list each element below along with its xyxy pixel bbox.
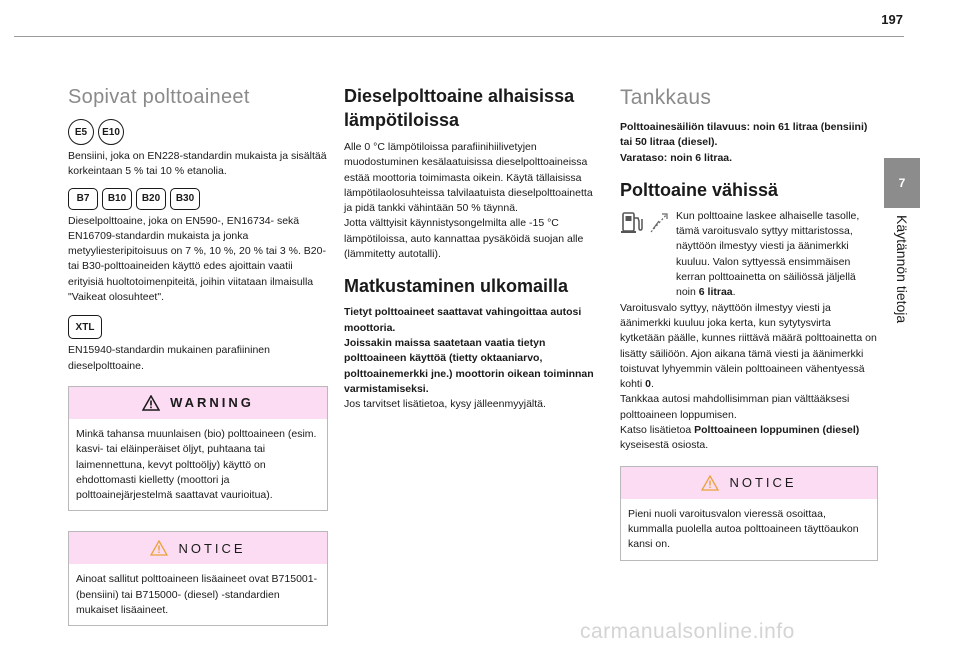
- low-fuel-text: Kun polttoaine laskee alhaiselle tasolle, tämä varoitusvalo syttyy mittaristossa, näyttöön ilmestyy viesti ja äänimerkki kuuluu. Valon syttyessä ensimmäisen kerran polttoainetta on säiliössä jäljellä noin: [676, 209, 860, 299]
- petrol-badges: [68, 119, 328, 145]
- low-fuel-text-4: Katso lisätietoa: [620, 424, 695, 437]
- fuel-badge-b10: B10: [102, 188, 132, 210]
- tank-capacity: Polttoainesäiliön tilavuus: noin 61 litraa (bensiini) tai 50 litraa (diesel).: [620, 121, 868, 149]
- fuel-badge-b7: B7: [68, 188, 98, 210]
- notice-header-2: [621, 467, 877, 499]
- warning-box: [68, 386, 328, 511]
- chapter-title: Käytännön tietoja: [894, 215, 910, 324]
- petrol-text: Bensiini, joka on EN228-standardin mukaista ja sisältää korkeintaan 5 % tai 10 % etanolia.: [68, 150, 327, 178]
- low-fuel-ref-link[interactable]: Polttoaineen loppuminen (diesel): [694, 424, 860, 437]
- notice-triangle-icon: [701, 475, 719, 491]
- notice-text-2: Pieni nuoli varoitusvalon vieressä osoittaa, kummalla puolella autoa polttoaineen täyttöaukon kansi on.: [628, 507, 859, 551]
- low-fuel-text-2: Varoitusvalo syttyy, näyttöön ilmestyy viesti ja äänimerkki kuuluu joka kerta, kun sytytysvirta kytketään päälle, kunnes riittävä määrä polttoainetta on lisätty säiliöön. Ajon aikana tämä viesti ja äänimerkki toistuvat lyhyemmin välein polttoaineen vähentyessä kohti: [620, 301, 877, 391]
- notice-triangle-icon: [150, 540, 168, 556]
- diesel-cold-text: Alle 0 °C lämpötiloissa parafiinihiilivetyjen muodostuminen kesälaatuisissa dieselpolttoaineissa estää moottoria toimimasta oikein. Käytä tällaisissa lämpötilaolosuhteissa talvilaatuista dieselpolttoainetta ja pidä tankki vähintään 50 % täynnä.: [344, 141, 593, 215]
- section-title-refuelling: Tankkaus: [620, 86, 712, 109]
- column-refuelling: Tankkaus Polttoainesäiliön tilavuus: noin 61 litraa (bensiini) tai 50 litraa (diesel). Varataso: noin 6 litraa. Polttoaine vähissä Kun polttoaine laskee alhaiselle tasolle, tämä varoitusvalo syttyy mittaristossa, näyttöön ilmestyy viesti ja äänimerkki kuuluu. Valon syttyessä ensimmäisen kerran polttoainetta on säiliössä jäljellä noin 6 litraa. Varoitusvalo syttyy, näyttöön ilmestyy viesti ja äänimerkki kuuluu joka kerta, kun sytytysvirta kytketään päälle, kunnes riittävä määrä polttoainetta on lisätty säiliöön. Ajon aikana tämä viesti ja äänimerkki toistuvat lyhyemmin välein polttoaineen vähentyessä kohti 0. Tankkaa autosi mahdollisimman pian välttääksesi polttoaineen loppumisen. Katso lisätietoa Polttoaineen loppuminen (diesel) kyseisestä osiosta. NOTICE Pieni nuoli varoitusvalon vieressä osoittaa, kummalla puolella autoa polttoaineen täyttöaukon kansi on.: [620, 80, 878, 561]
- warning-triangle-icon: [142, 395, 160, 411]
- diesel-badges: [68, 188, 328, 210]
- abroad-text: Jos tarvitset lisätietoa, kysy jälleenmyyjältä.: [344, 398, 546, 411]
- warning-title: WARNING: [170, 395, 254, 411]
- watermark: carmanualsonline.info: [580, 620, 795, 643]
- abroad-bold-text: Tietyt polttoaineet saattavat vahingoittaa autosi moottoria.: [344, 306, 582, 334]
- column-fuels: [68, 80, 328, 626]
- notice-box-arrow: [620, 466, 878, 561]
- fuel-badge-b30: B30: [170, 188, 200, 210]
- low-fuel-row: Kun polttoaine laskee alhaiselle tasolle, tämä varoitusvalo syttyy mittaristossa, näyttöön ilmestyy viesti ja äänimerkki kuuluu. Valon syttyessä ensimmäisen kerran polttoainetta on säiliössä jäljellä noin 6 litraa.: [620, 209, 878, 301]
- notice-header: [69, 532, 327, 564]
- low-fuel-litres: 6 litraa: [698, 286, 733, 299]
- notice-text: Ainoat sallitut polttoaineen lisäaineet ovat B715001- (bensiini) tai B715000- (diesel) -standardien mukaiset lisäaineet.: [76, 573, 318, 617]
- fuel-badge-b20: B20: [136, 188, 166, 210]
- abroad-bold-text-2: Joissakin maissa saatetaan vaatia tietyn polttoaineen käyttöä (tietty oktaaniarvo, polttoainemerkki jne.) moottorin oikean toiminnan varmistamiseksi.: [344, 336, 594, 395]
- section-title-diesel-cold: Dieselpolttoaine alhaisissa lämpötiloissa: [344, 86, 575, 130]
- chapter-tab[interactable]: 7: [884, 158, 920, 208]
- notice-title: NOTICE: [178, 540, 246, 556]
- xtl-badges: [68, 315, 328, 339]
- diesel-cold-text-2: Jotta välttyisit käynnistysongelmilta alle -15 °C lämpötiloissa, auto kannattaa pysäköidä suojan alle (lämmitetty autotalli).: [344, 217, 584, 261]
- section-title-fuels: Sopivat polttoaineet: [68, 86, 250, 108]
- diesel-text: Dieselpolttoaine, joka on EN590-, EN16734- sekä EN16709-standardin mukaista ja jonka metyyliesteripitoisuus on 7 %, 10 %, 20 % tai 3 %. B20- tai B30-polttoaineiden käyttö edes ajoittain vaatii erityisiä huoltotoimenpiteitä, joihin viitataan ilmaisulla "Vaikeat olosuhteet".: [68, 214, 326, 304]
- warning-text: Minkä tahansa muunlaisen (bio) polttoaineen (esim. kasvi- tai eläinperäiset öljyt, puhtaana tai laimennettuna, kevyt polttoöljy) käyttö on ehdottomasti kielletty (moottori ja polttoainejärjestelmä saattavat vaurioitua).: [76, 427, 317, 502]
- xtl-text: EN15940-standardin mukainen parafiininen dieselpolttoaine.: [68, 344, 270, 372]
- section-title-abroad: Matkustaminen ulkomailla: [344, 276, 569, 297]
- warning-header: [69, 387, 327, 419]
- low-fuel-text-5: kyseisestä osiosta.: [620, 439, 709, 452]
- low-fuel-zero: 0: [645, 378, 651, 391]
- fuel-badge-e10: E10: [98, 119, 124, 145]
- low-fuel-text-3: Tankkaa autosi mahdollisimman pian välttääksesi polttoaineen loppumisen.: [620, 393, 850, 421]
- fuel-badge-xtl: XTL: [68, 315, 102, 339]
- page-number: 197: [881, 12, 903, 27]
- rising-arrow-icon: [648, 209, 670, 235]
- fuel-badge-e5: E5: [68, 119, 94, 145]
- fuel-pump-icon: [620, 209, 644, 235]
- section-title-low-fuel: Polttoaine vähissä: [620, 179, 779, 200]
- column-diesel-cold: [344, 80, 594, 412]
- reserve-level: Varataso: noin 6 litraa.: [620, 151, 733, 164]
- notice-title-2: NOTICE: [729, 475, 797, 491]
- low-fuel-icons: [620, 209, 670, 301]
- header-rule: [14, 36, 904, 37]
- notice-box-additives: [68, 531, 328, 626]
